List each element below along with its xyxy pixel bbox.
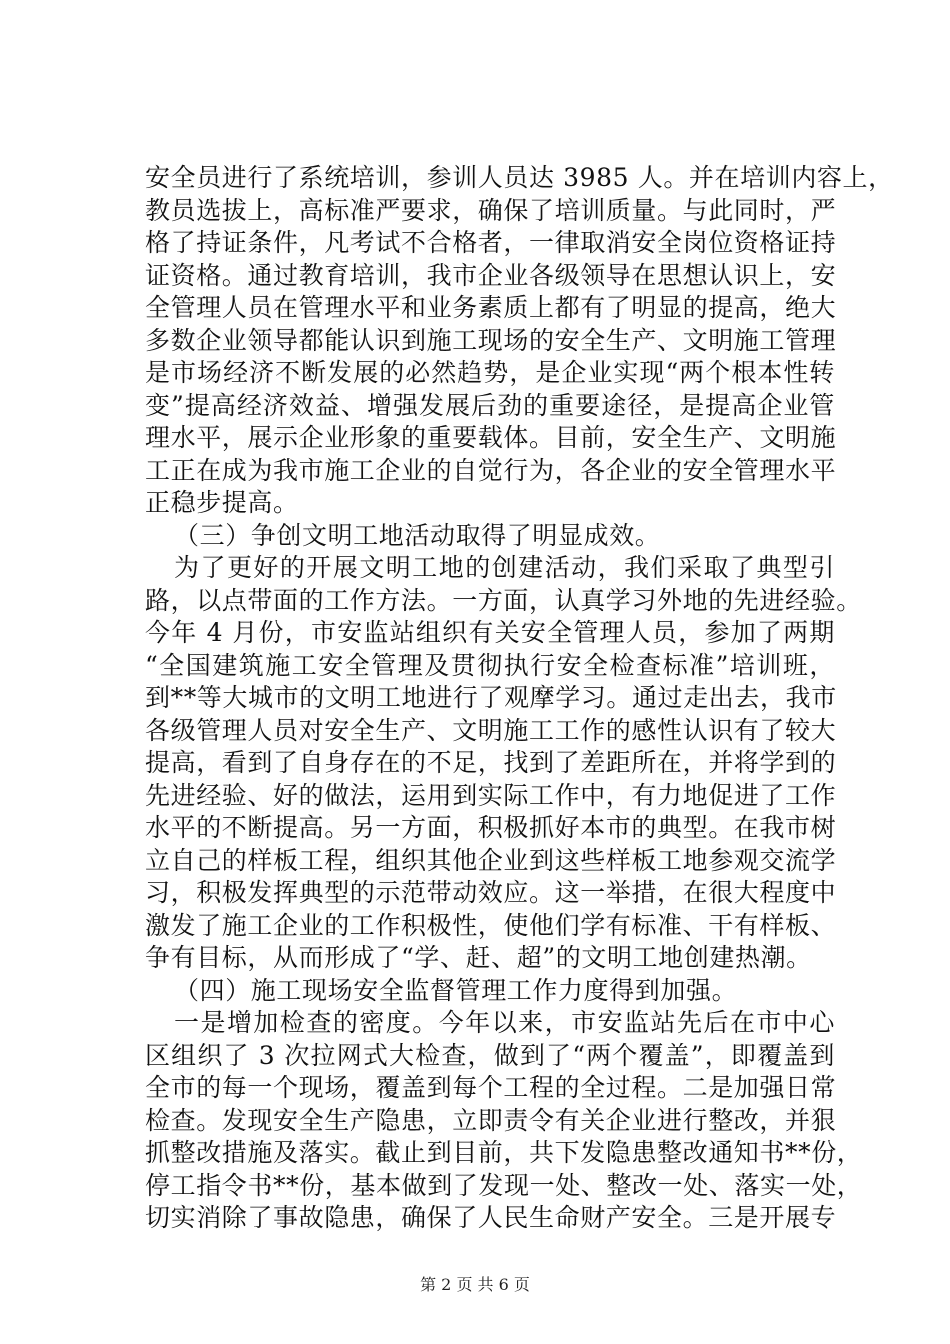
paragraph-line: 检查。发现安全生产隐患，立即责令有关企业进行整改，并狠 — [145, 1105, 837, 1135]
paragraph-line: 全管理人员在管理水平和业务素质上都有了明显的提高，绝大 — [145, 293, 837, 322]
paragraph-line: 习，积极发挥典型的示范带动效应。这一举措，在很大程度中 — [145, 878, 837, 907]
paragraph-line: 是市场经济不断发展的必然趋势，是企业实现“两个根本性转 — [145, 358, 835, 387]
paragraph-line: 安全员进行了系统培训，参训人员达 3985 人。并在培训内容上， — [145, 163, 894, 192]
paragraph-line: 格了持证条件，凡考试不合格者，一律取消安全岗位资格证持 — [145, 228, 837, 257]
document-body — [145, 162, 894, 1235]
paragraph-line: 水平的不断提高。另一方面，积极抓好本市的典型。在我市树 — [145, 813, 837, 842]
paragraph-line: 理水平，展示企业形象的重要载体。目前，安全生产、文明施 — [145, 423, 837, 452]
paragraph-line: 争有目标，从而形成了“学、赶、超”的文明工地创建热潮。 — [145, 943, 812, 972]
paragraph-line: 一是增加检查的密度。今年以来，市安监站先后在市中心 — [174, 1008, 835, 1037]
paragraph-line: 为了更好的开展文明工地的创建活动，我们采取了典型引 — [174, 553, 835, 582]
paragraph-line: 各级管理人员对安全生产、文明施工工作的感性认识有了较大 — [145, 715, 837, 745]
paragraph-line: 变”提高经济效益、增强发展后劲的重要途径，是提高企业管 — [145, 390, 835, 420]
paragraph-line: 激发了施工企业的工作积极性，使他们学有标准、干有样板、 — [145, 910, 837, 940]
paragraph-line: 教员选拔上，高标准严要求，确保了培训质量。与此同时，严 — [145, 195, 837, 225]
paragraph-line: 到**等大城市的文明工地进行了观摩学习。通过走出去，我市 — [145, 683, 837, 712]
section-heading-4: （四）施工现场安全监督管理工作力度得到加强。 — [174, 975, 738, 1005]
paragraph-line: 停工指令书**份，基本做到了发现一处、整改一处、落实一处， — [145, 1170, 863, 1200]
paragraph-line: 今年 4 月份，市安监站组织有关安全管理人员，参加了两期 — [145, 618, 835, 647]
paragraph-line: 区组织了 3 次拉网式大检查，做到了“两个覆盖”，即覆盖到 — [145, 1040, 835, 1070]
paragraph-line: 切实消除了事故隐患，确保了人民生命财产安全。三是开展专 — [145, 1203, 837, 1232]
paragraph-line: 全市的每一个现场，覆盖到每个工程的全过程。二是加强日常 — [145, 1073, 837, 1102]
paragraph-line: 多数企业领导都能认识到施工现场的安全生产、文明施工管理 — [145, 325, 837, 355]
page-number-footer: 第 2 页 共 6 页 — [420, 1275, 530, 1294]
paragraph-line: 先进经验、好的做法，运用到实际工作中，有力地促进了工作 — [145, 780, 837, 810]
paragraph-line: 路，以点带面的工作方法。一方面，认真学习外地的先进经验。 — [145, 585, 862, 615]
paragraph-line: 抓整改措施及落实。截止到目前，共下发隐患整改通知书**份， — [145, 1138, 863, 1167]
paragraph-line: 证资格。通过教育培训，我市企业各级领导在思想认识上，安 — [145, 260, 837, 290]
paragraph-line: “全国建筑施工安全管理及贯彻执行安全检查标准”培训班， — [145, 650, 835, 680]
paragraph-line: 工正在成为我市施工企业的自觉行为，各企业的安全管理水平 — [145, 455, 837, 485]
section-heading-3: （三）争创文明工地活动取得了明显成效。 — [174, 520, 661, 550]
paragraph-line: 提高，看到了自身存在的不足，找到了差距所在，并将学到的 — [145, 748, 837, 777]
paragraph-line: 立自己的样板工程，组织其他企业到这些样板工地参观交流学 — [145, 845, 837, 875]
paragraph-line: 正稳步提高。 — [145, 488, 299, 517]
